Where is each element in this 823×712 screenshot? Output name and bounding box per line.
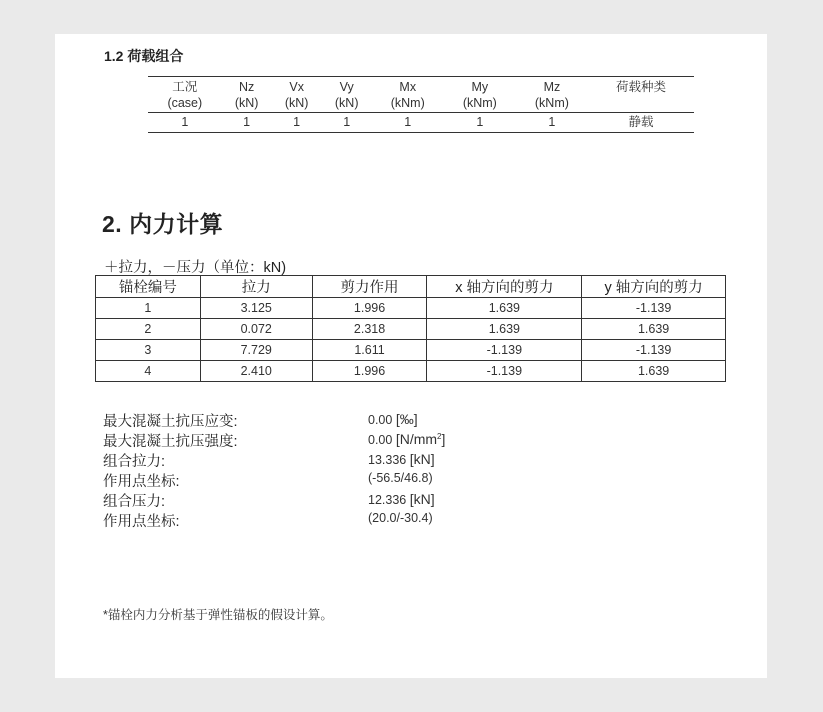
result-number: 0.00 [368,413,396,427]
cell-mz: 1 [516,113,588,133]
result-value: (-56.5/46.8) [368,471,433,485]
cell-vy: 1 [322,113,372,133]
cell-mx: 1 [372,113,444,133]
result-value [368,491,435,507]
section-2-heading: 2. 内力计算 [102,211,224,237]
result-unit-end: ] [441,431,446,447]
result-value [368,411,418,427]
cell-case: 1 [148,113,222,133]
result-value [368,431,445,447]
header-mz: Mz [516,77,588,96]
header-shear: 剪力作用 [312,276,427,298]
header-mx: Mx [372,77,444,96]
header-mz-unit: (kNm) [516,95,588,113]
load-table-header-row-2 [148,95,694,113]
cell-anchor-no: 1 [96,298,201,319]
cell-tension: 2.410 [200,361,312,382]
header-shear-y: y 轴方向的剪力 [582,276,726,298]
result-compression-point [103,510,503,530]
header-anchor-no: 锚栓编号 [96,276,201,298]
header-load-type: 荷载种类 [588,77,694,96]
result-unit-sup: 2 [437,431,442,441]
result-unit: [kN] [409,491,435,507]
report-page [55,34,767,678]
result-label: 最大混凝土抗压应变: [103,414,238,430]
result-label: 作用点坐标: [103,474,180,490]
result-number: 13.336 [368,453,410,467]
header-nz: Nz [222,77,272,96]
header-mx-unit: (kNm) [372,95,444,113]
cell-shear-y: -1.139 [582,340,726,361]
result-combined-compression [103,490,503,510]
result-number: 12.336 [368,493,410,507]
cell-shear-x: 1.639 [427,298,582,319]
result-unit: [kN] [409,451,435,467]
cell-shear-y: 1.639 [582,361,726,382]
table-row [96,319,726,340]
header-my: My [444,77,516,96]
cell-load-type: 静载 [588,113,694,133]
unit-note: ＋拉力，－压力（单位：kN) [104,260,287,276]
cell-shear: 1.996 [312,298,427,319]
result-number: 0.00 [368,433,396,447]
cell-shear-x: 1.639 [427,319,582,340]
force-table-header-row [96,276,726,298]
header-vx-unit: (kN) [272,95,322,113]
cell-shear: 2.318 [312,319,427,340]
header-tension: 拉力 [200,276,312,298]
result-label: 组合拉力: [103,454,166,470]
section-1-2-heading: 1.2 荷载组合 [104,48,184,64]
result-unit: [‰] [395,411,418,427]
load-table-header-row-1 [148,77,694,96]
result-tension-point [103,470,503,490]
result-value [368,451,435,467]
result-max-stress [103,430,503,450]
result-label: 作用点坐标: [103,514,180,530]
results-block [103,410,503,530]
table-row [96,340,726,361]
cell-anchor-no: 2 [96,319,201,340]
cell-tension: 0.072 [200,319,312,340]
load-combination-table [148,76,694,133]
header-case-unit: (case) [148,95,222,113]
cell-nz: 1 [222,113,272,133]
table-row [96,361,726,382]
cell-tension: 7.729 [200,340,312,361]
header-case: 工况 [148,77,222,96]
result-max-strain [103,410,503,430]
header-vx: Vx [272,77,322,96]
anchor-force-table [95,275,726,382]
result-combined-tension [103,450,503,470]
result-label: 最大混凝土抗压强度: [103,434,238,450]
cell-anchor-no: 3 [96,340,201,361]
cell-vx: 1 [272,113,322,133]
result-value: (20.0/-30.4) [368,511,433,525]
table-row [148,113,694,133]
cell-anchor-no: 4 [96,361,201,382]
cell-shear-x: -1.139 [427,340,582,361]
header-nz-unit: (kN) [222,95,272,113]
result-label: 组合压力: [103,494,166,510]
table-row [96,298,726,319]
cell-tension: 3.125 [200,298,312,319]
cell-shear: 1.996 [312,361,427,382]
header-load-type-unit [588,95,694,113]
header-vy-unit: (kN) [322,95,372,113]
header-shear-x: x 轴方向的剪力 [427,276,582,298]
cell-shear-y: 1.639 [582,319,726,340]
cell-my: 1 [444,113,516,133]
footnote: *锚栓内力分析基于弹性锚板的假设计算。 [103,608,333,622]
result-unit: [N/mm [395,431,438,447]
cell-shear-y: -1.139 [582,298,726,319]
header-vy: Vy [322,77,372,96]
cell-shear-x: -1.139 [427,361,582,382]
cell-shear: 1.611 [312,340,427,361]
header-my-unit: (kNm) [444,95,516,113]
